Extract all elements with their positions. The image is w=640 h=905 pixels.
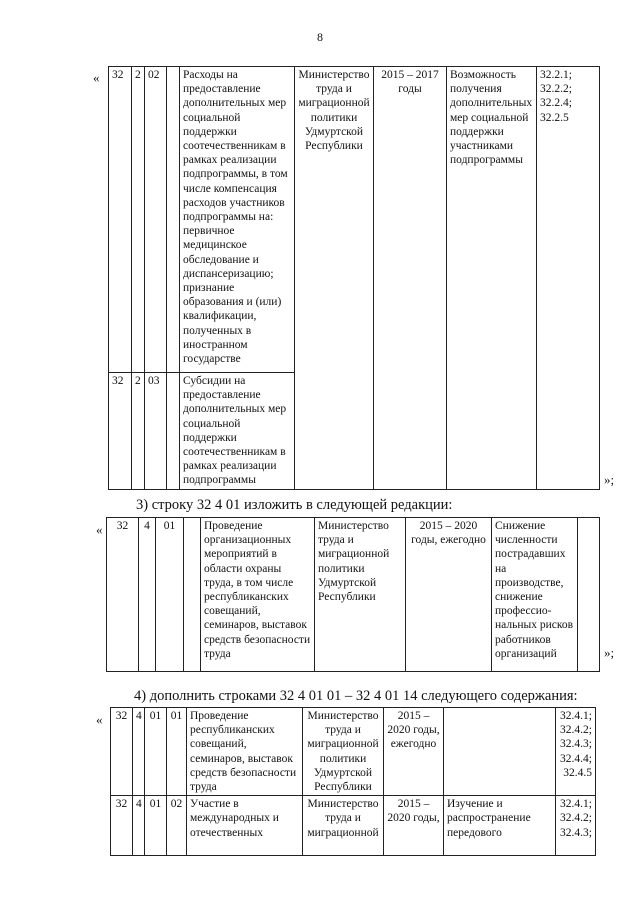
code-2: 4 xyxy=(133,796,145,856)
code-4 xyxy=(167,373,180,490)
code-2: 2 xyxy=(132,67,145,373)
executor: Министерство труда и миграционной политики Удмуртской Республики xyxy=(303,708,384,796)
section-heading-4: 4) дополнить строками 32 4 01 01 – 32 4 01 14 следующего содержания: xyxy=(134,688,578,704)
code-3: 03 xyxy=(145,373,167,490)
activity-name: Расходы на предоставление дополнительных мер социальной поддержки соотечественникам в рамках реализации подпрограммы, в том числе компенсация расходов участников подпрограммы на: первичное медицинское обследование и диспансеризацию; признание образования и (или) квалификации, полученных в иностранном государстве xyxy=(180,67,295,373)
open-quote: « xyxy=(93,70,100,85)
table-row xyxy=(111,796,596,856)
expected-result: Возможность получения дополнительных мер социальной поддержки участниками подпрограммы xyxy=(447,67,537,490)
indicator-link: 32.4.1; 32.4.2; 32.4.3; 32.4.4; 32.4.5 xyxy=(556,708,596,796)
code-2: 4 xyxy=(139,518,156,672)
table-row xyxy=(107,518,600,672)
code-3: 01 xyxy=(145,796,167,856)
code-4: 01 xyxy=(167,708,187,796)
activity-name: Проведение республиканских совещаний, семинаров, выставок средств безопасности труда xyxy=(187,708,303,796)
term: 2015 – 2020 годы, xyxy=(384,796,444,856)
table-row xyxy=(111,708,596,796)
code-4 xyxy=(167,67,180,373)
indicator-link: 32.4.1; 32.4.2; 32.4.3; xyxy=(556,796,596,856)
close-quote: »; xyxy=(604,472,615,487)
code-1: 32 xyxy=(107,518,139,672)
activity-name: Участие в международных и отечественных xyxy=(187,796,303,856)
table-1 xyxy=(108,66,600,490)
table-3 xyxy=(110,707,596,856)
code-2: 4 xyxy=(133,708,145,796)
activity-name: Проведение организационных мероприятий в области охраны труда, в том числе республиканских совещаний, семинаров, выставок средств безопасности труда xyxy=(201,518,315,672)
term: 2015 – 2017 годы xyxy=(374,67,447,490)
page-number: 8 xyxy=(317,30,323,44)
code-2: 2 xyxy=(132,373,145,490)
activity-name: Субсидии на предоставление дополнительных мер социальной поддержки соотечественникам в рамках реализации подпрограммы xyxy=(180,373,295,490)
code-3: 02 xyxy=(145,67,167,373)
code-1: 32 xyxy=(111,708,133,796)
code-3: 01 xyxy=(145,708,167,796)
open-quote: « xyxy=(96,712,103,727)
code-3: 01 xyxy=(156,518,184,672)
section-heading-3: 3) строку 32 4 01 изложить в следующей редакции: xyxy=(136,497,453,513)
code-1: 32 xyxy=(109,67,132,373)
expected-result xyxy=(444,708,556,796)
executor: Министерство труда и миграционной политики Удмуртской Республики xyxy=(295,67,374,490)
indicator-link xyxy=(578,518,600,672)
term: 2015 – 2020 годы, ежегодно xyxy=(406,518,492,672)
code-1: 32 xyxy=(111,796,133,856)
expected-result: Изучение и распространение передового xyxy=(444,796,556,856)
indicator-link: 32.2.1; 32.2.2; 32.2.4; 32.2.5 xyxy=(537,67,600,490)
open-quote: « xyxy=(96,522,103,537)
close-quote: »; xyxy=(604,645,615,660)
executor: Министерство труда и миграционной xyxy=(303,796,384,856)
table-row xyxy=(109,67,600,373)
code-4 xyxy=(184,518,201,672)
expected-result: Снижение численности пострадавших на производстве, снижение профессио- нальных рисков работников организаций xyxy=(492,518,578,672)
table-2 xyxy=(106,517,600,672)
code-1: 32 xyxy=(109,373,132,490)
executor: Министерство труда и миграционной политики Удмуртской Республики xyxy=(315,518,406,672)
term: 2015 – 2020 годы, ежегодно xyxy=(384,708,444,796)
code-4: 02 xyxy=(167,796,187,856)
